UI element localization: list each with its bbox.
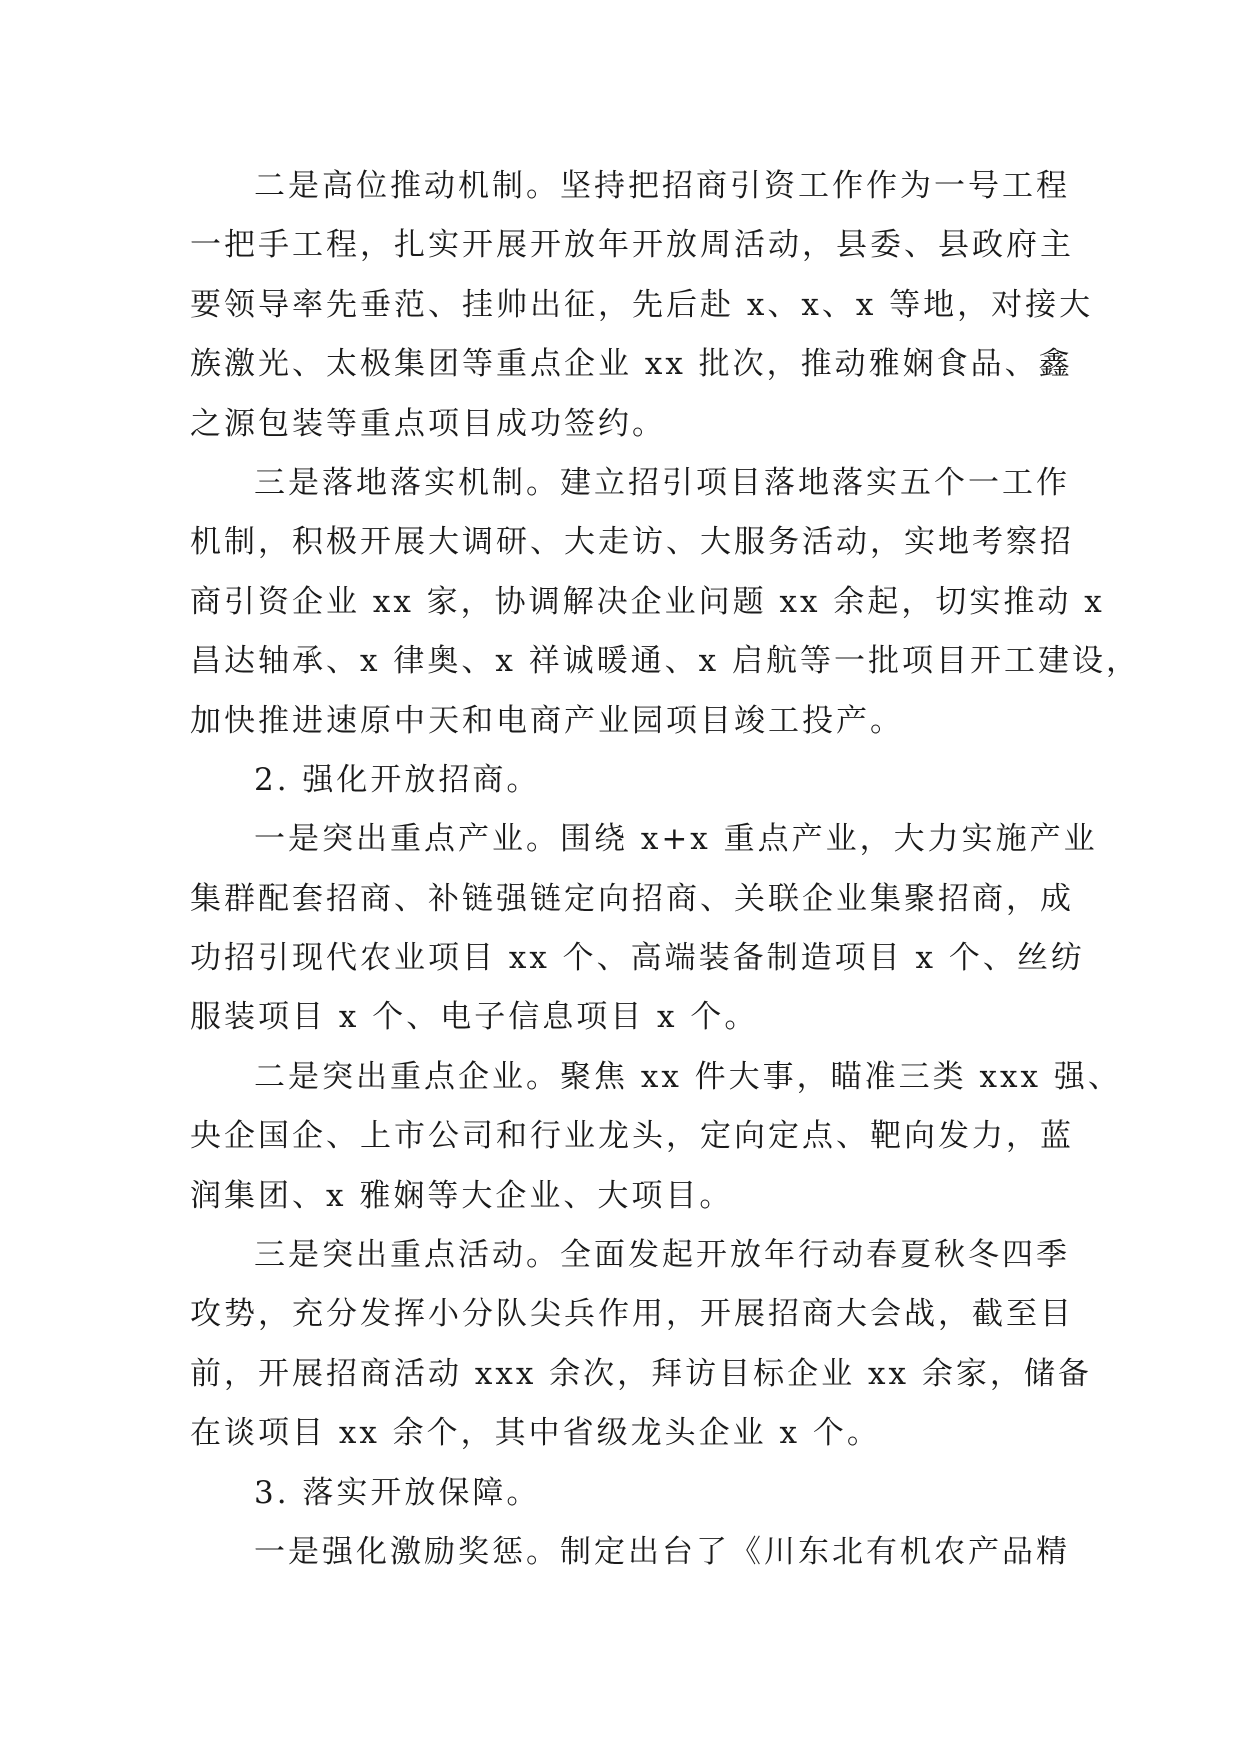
text-line: 服装项目 x 个、电子信息项目 x 个。 [190, 999, 759, 1036]
paragraph-key-industries [190, 810, 1098, 1048]
paragraph-incentives [190, 1523, 1070, 1582]
heading-text: 3. 落实开放保障。 [254, 1474, 541, 1511]
paragraph-key-activities [190, 1226, 1092, 1464]
text-line: 昌达轴承、x 律奥、x 祥诚暖通、x 启航等一批项目开工建设， [190, 643, 1141, 680]
text-line: 三是落地落实机制。建立招引项目落地落实五个一工作 [254, 464, 1070, 501]
document-body [190, 157, 1141, 1582]
text-line: 二是突出重点企业。聚焦 xx 件大事，瞄准三类 xxx 强、 [254, 1058, 1122, 1095]
section-heading-open-guarantee [190, 1464, 1050, 1523]
section-heading-open-investment [190, 751, 1050, 810]
text-line: 二是高位推动机制。坚持把招商引资工作作为一号工程 [254, 168, 1070, 204]
text-line: 加快推进速原中天和电商产业园项目竣工投产。 [190, 702, 904, 739]
text-line: 之源包装等重点项目成功签约。 [190, 405, 666, 442]
text-line: 央企国企、上市公司和行业龙头，定向定点、靶向发力，蓝 [190, 1118, 1074, 1155]
text-line: 集群配套招商、补链强链定向招商、关联企业集聚招商，成 [190, 880, 1074, 917]
text-line: 攻势，充分发挥小分队尖兵作用，开展招商大会战，截至目 [190, 1296, 1074, 1333]
text-line: 一把手工程，扎实开展开放年开放周活动，县委、县政府主 [190, 227, 1074, 264]
text-line: 族激光、太极集团等重点企业 xx 批次，推动雅娴食品、鑫 [190, 346, 1073, 383]
text-line: 三是突出重点活动。全面发起开放年行动春夏秋冬四季 [254, 1237, 1070, 1274]
text-line: 一是突出重点产业。围绕 x+x 重点产业，大力实施产业 [254, 821, 1098, 858]
text-line: 一是强化激励奖惩。制定出台了《川东北有机农产品精 [254, 1533, 1070, 1570]
heading-text: 2. 强化开放招商。 [254, 761, 541, 798]
text-line: 功招引现代农业项目 xx 个、高端装备制造项目 x 个、丝纺 [190, 940, 1085, 977]
paragraph-implementation-mechanism [190, 454, 1141, 751]
text-line: 润集团、x 雅娴等大企业、大项目。 [190, 1177, 734, 1214]
text-line: 机制，积极开展大调研、大走访、大服务活动，实地考察招 [190, 524, 1074, 561]
paragraph-high-level-mechanism [190, 157, 1094, 454]
text-line: 要领导率先垂范、挂帅出征，先后赴 x、x、x 等地，对接大 [190, 286, 1094, 323]
text-line: 前，开展招商活动 xxx 余次，拜访目标企业 xx 余家，储备 [190, 1355, 1092, 1392]
text-line: 在谈项目 xx 余个，其中省级龙头企业 x 个。 [190, 1415, 881, 1452]
text-line: 商引资企业 xx 家，协调解决企业问题 xx 余起，切实推动 x [190, 583, 1105, 620]
paragraph-key-enterprises [190, 1048, 1122, 1226]
